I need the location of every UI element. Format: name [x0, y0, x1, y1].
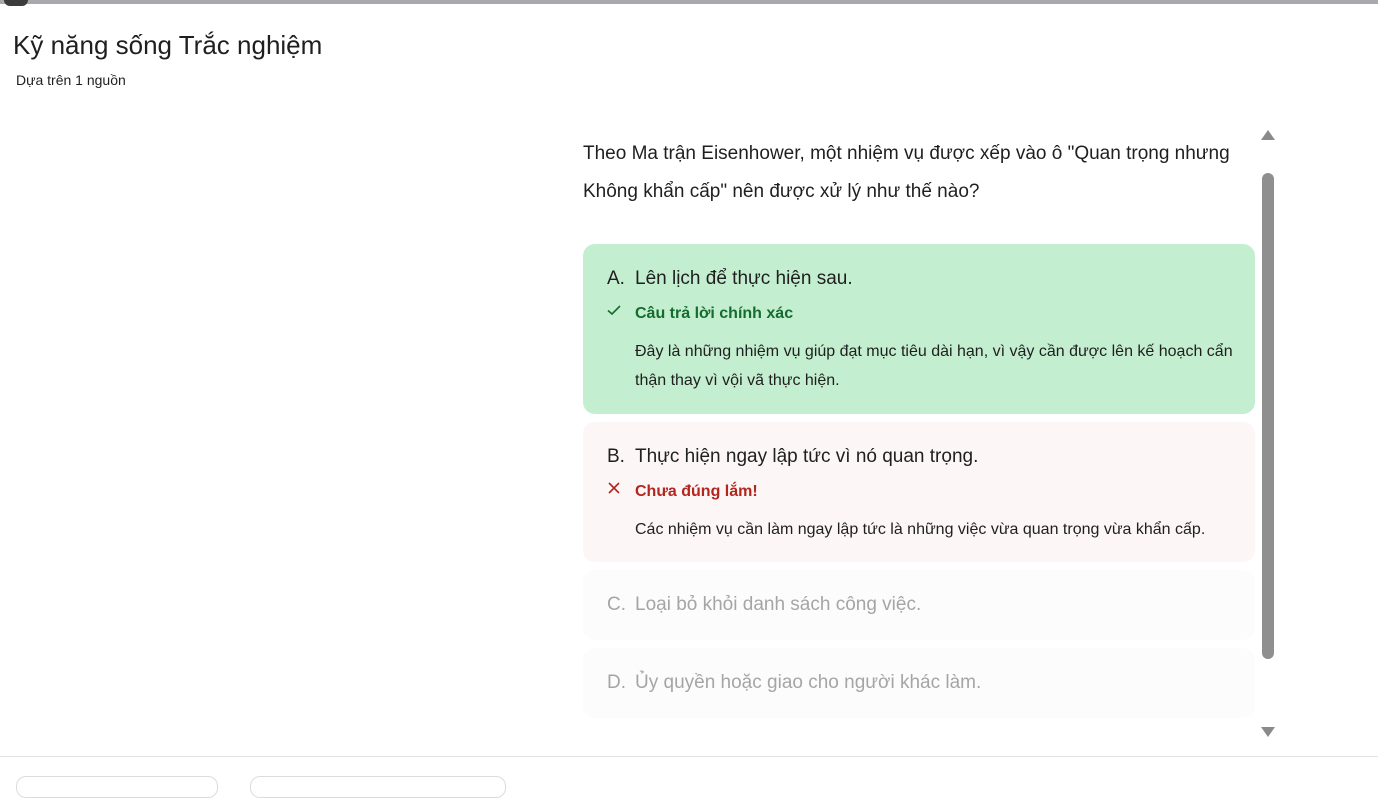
page-title: Kỹ năng sống Trắc nghiệm: [13, 30, 323, 60]
option-text: Loại bỏ khỏi danh sách công việc.: [635, 594, 922, 615]
feedback-correct-label: Câu trả lời chính xác: [635, 305, 794, 322]
scroll-up-arrow-icon[interactable]: [1261, 130, 1275, 140]
option-b[interactable]: [583, 422, 1255, 562]
option-text: Thực hiện ngay lập tức vì nó quan trọng.: [635, 446, 979, 467]
option-text: Ủy quyền hoặc giao cho người khác làm.: [635, 672, 982, 693]
source-count: Dựa trên 1 nguồn: [16, 72, 126, 88]
feedback-explanation: Các nhiệm vụ cần làm ngay lập tức là những việc vừa quan trọng vừa khẩn cấp.: [635, 521, 1206, 538]
option-text: Lên lịch để thực hiện sau.: [635, 268, 853, 289]
feedback-incorrect-label: Chưa đúng lắm!: [635, 483, 758, 500]
window-corner-icon: [4, 0, 28, 6]
option-letter: D.: [607, 672, 626, 693]
option-d[interactable]: [583, 648, 1255, 718]
window-top-bar: [0, 0, 1378, 4]
option-c[interactable]: [583, 570, 1255, 640]
option-letter: A.: [607, 268, 625, 289]
footer-button[interactable]: [250, 776, 506, 798]
close-icon: [606, 480, 622, 496]
option-a[interactable]: [583, 244, 1255, 414]
option-letter: C.: [607, 594, 626, 615]
scrollbar-thumb[interactable]: [1262, 173, 1274, 659]
feedback-explanation: Đây là những nhiệm vụ giúp đạt mục tiêu dài hạn, vì vậy cần được lên kế hoạch cẩn thận thay vì vội vã thực hiện.: [635, 343, 1233, 389]
footer-divider: [0, 756, 1378, 757]
footer-button[interactable]: [16, 776, 218, 798]
option-letter: B.: [607, 446, 625, 467]
scroll-down-arrow-icon[interactable]: [1261, 727, 1275, 737]
check-icon: [606, 302, 622, 318]
question-text: Theo Ma trận Eisenhower, một nhiệm vụ được xếp vào ô "Quan trọng nhưng Không khẩn cấp" nên được xử lý như thế nào?: [583, 143, 1230, 202]
